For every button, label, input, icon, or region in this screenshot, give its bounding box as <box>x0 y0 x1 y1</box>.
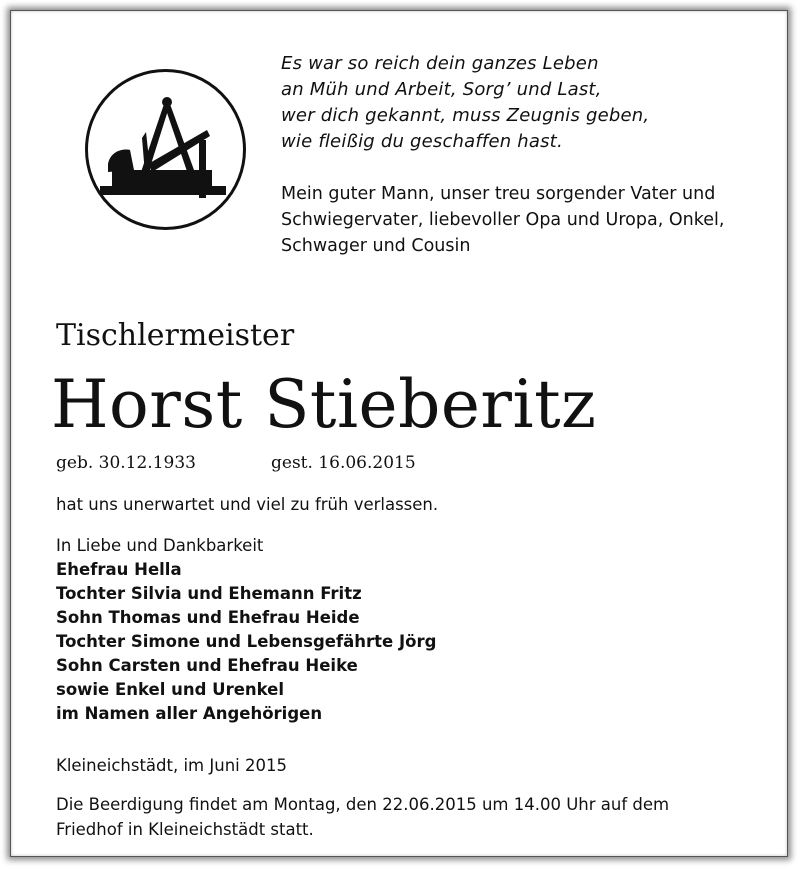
family-member: Sohn Thomas und Ehefrau Heide <box>56 608 360 627</box>
funeral-line: Die Beerdigung findet am Montag, den 22.06.2015 um 14.00 Uhr auf dem <box>56 795 670 814</box>
poem <box>281 51 649 155</box>
deceased-name: Horst Stieberitz <box>51 366 597 443</box>
passing-message: hat uns unerwartet und viel zu früh verlassen. <box>56 495 439 514</box>
poem-line: wer dich gekannt, muss Zeugnis geben, <box>281 105 650 126</box>
family-heading: In Liebe und Dankbarkeit <box>56 536 264 555</box>
family-member: Tochter Simone und Lebensgefährte Jörg <box>56 632 437 651</box>
poem-line: an Müh und Arbeit, Sorg’ und Last, <box>281 79 602 100</box>
intro-line: Mein guter Mann, unser treu sorgender Vater und <box>281 184 716 204</box>
family-member: Sohn Carsten und Ehefrau Heike <box>56 656 358 675</box>
birth-date: geb. 30.12.1933 <box>56 453 196 473</box>
death-date: gest. 16.06.2015 <box>271 453 416 473</box>
profession: Tischlermeister <box>56 318 295 353</box>
funeral-notice <box>56 792 669 842</box>
funeral-line: Friedhof in Kleineichstädt statt. <box>56 820 314 839</box>
intro-line: Schwager und Cousin <box>281 236 471 256</box>
family-member: sowie Enkel und Urenkel <box>56 680 285 699</box>
family-member: Tochter Silvia und Ehemann Fritz <box>56 584 362 603</box>
family-member: Ehefrau Hella <box>56 560 182 579</box>
family-list <box>56 534 436 726</box>
carpenter-tools-emblem-icon <box>84 68 247 231</box>
family-member: im Namen aller Angehörigen <box>56 704 323 723</box>
poem-line: Es war so reich dein ganzes Leben <box>281 53 599 74</box>
poem-line: wie fleißig du geschaffen hast. <box>281 131 563 152</box>
intro-text <box>281 181 724 259</box>
place-date: Kleineichstädt, im Juni 2015 <box>56 756 287 775</box>
life-dates <box>56 451 416 475</box>
intro-line: Schwiegervater, liebevoller Opa und Uropa, Onkel, <box>281 210 725 230</box>
obituary-card <box>10 10 788 857</box>
